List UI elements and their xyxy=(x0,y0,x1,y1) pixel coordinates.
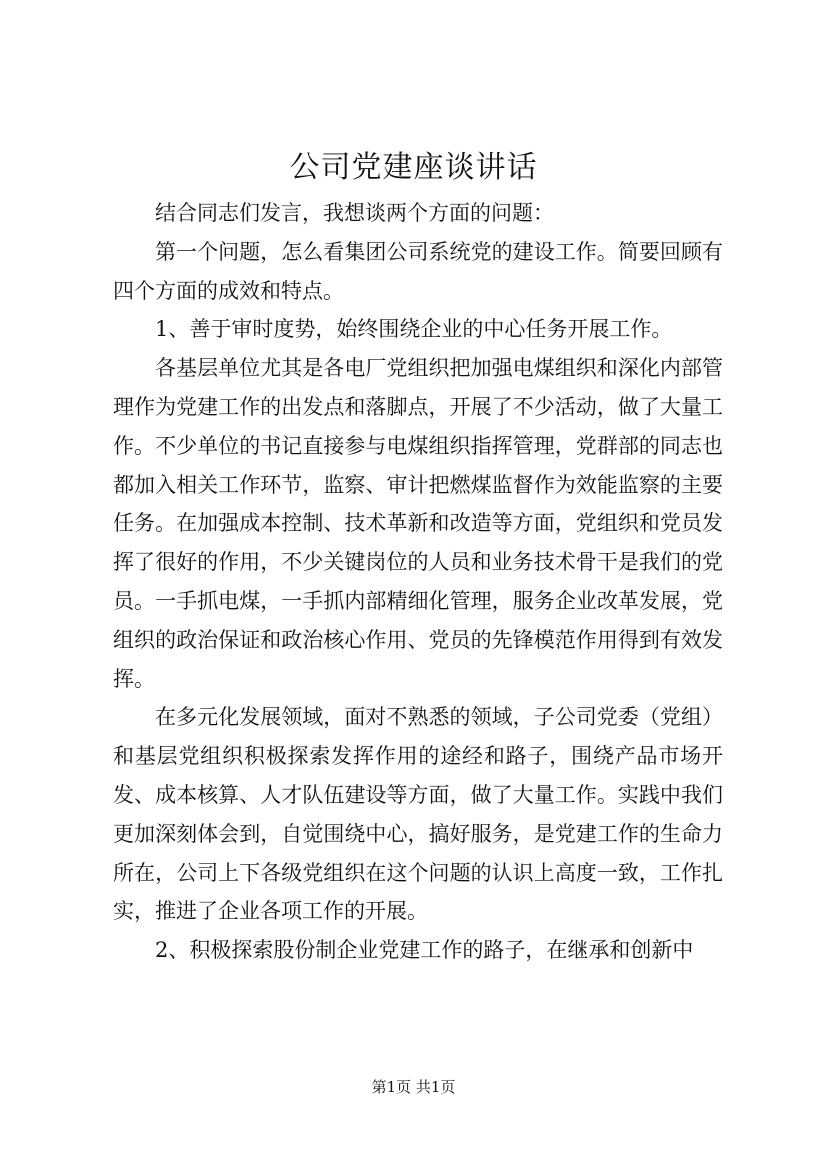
paragraph-2: 第一个问题，怎么看集团公司系统党的建设工作。简要回顾有四个方面的成效和特点。 xyxy=(113,239,723,303)
document-body xyxy=(113,194,723,970)
paragraph-4: 各基层单位尤其是各电厂党组织把加强电煤组织和深化内部管理作为党建工作的出发点和落脚点，开展了不少活动，做了大量工作。不少单位的书记直接参与电煤组织指挥管理，党群部的同志也都加入相关工作环节，监察、审计把燃煤监督作为效能监察的主要任务。在加强成本控制、技术革新和改造等方面，党组织和党员发挥了很好的作用，不少关键岗位的人员和业务技术骨干是我们的党员。一手抓电煤，一手抓内部精细化管理，服务企业改革发展，党组织的政治保证和政治核心作用、党员的先锋模范作用得到有效发挥。 xyxy=(113,356,723,691)
page-footer: 第1页 共1页 xyxy=(371,1078,456,1096)
paragraph-1: 结合同志们发言，我想谈两个方面的问题： xyxy=(155,201,554,225)
paragraph-6: 2、积极探索股份制企业党建工作的路子，在继承和创新中 xyxy=(155,938,694,963)
document-title: 公司党建座谈讲话 xyxy=(289,150,538,185)
paragraph-3: 1、善于审时度势，始终围绕企业的中心任务开展工作。 xyxy=(155,317,673,342)
paragraph-5: 在多元化发展领域，面对不熟悉的领域，子公司党委（党组）和基层党组织积极探索发挥作用的途经和路子，围绕产品市场开发、成本核算、人才队伍建设等方面，做了大量工作。实践中我们更加深刻体会到，自觉围绕中心，搞好服务，是党建工作的生命力所在，公司上下各级党组织在这个问题的认识上高度一致，工作扎实，推进了企业各项工作的开展。 xyxy=(113,705,723,924)
